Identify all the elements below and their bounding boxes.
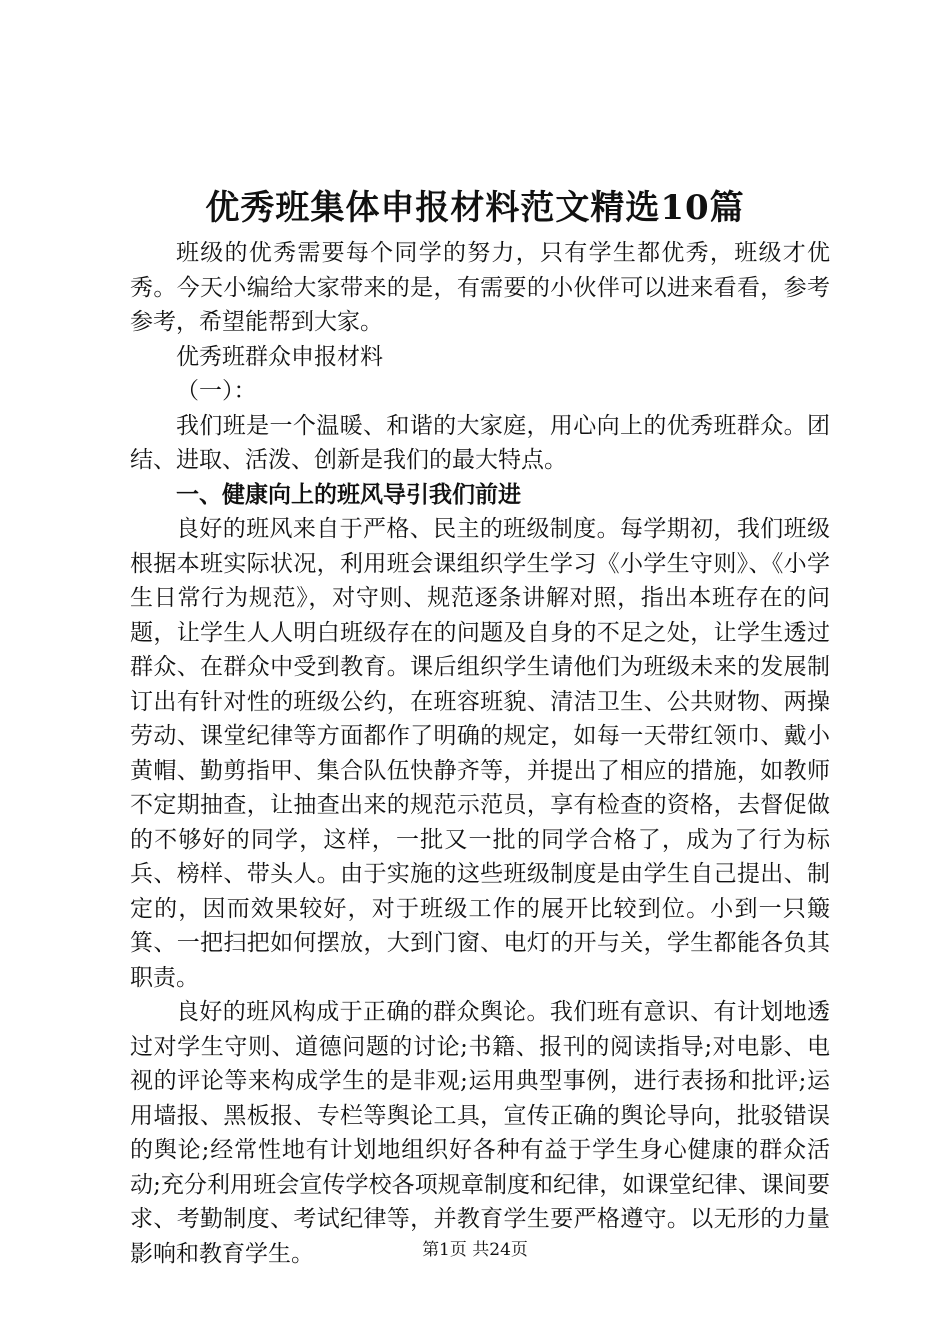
- section-number: （一）：: [176, 378, 257, 404]
- intro-paragraph: 班级的优秀需要每个同学的努力，只有学生都优秀，班级才优秀。今天小编给大家带来的是，有需要的小伙伴可以进来看看，参考参考，希望能帮到大家。: [130, 240, 830, 335]
- document-title: 优秀班集体申报材料范文精选10篇: [205, 188, 745, 228]
- section-heading-1: 一、健康向上的班风导引我们前进: [176, 481, 521, 508]
- paragraph-2: 良好的班风来自于严格、民主的班级制度。每学期初，我们班级根据本班实际状况，利用班会课组织学生学习《小学生守则》、《小学生日常行为规范》，对守则、规范逐条讲解对照，指出本班存在的问题，让学生人人明白班级存在的问题及自身的不足之处，让学生透过群众、在群众中受到教育。课后组织学生请他们为班级未来的发展制订出有针对性的班级公约，在班容班貌、清洁卫生、公共财物、两操劳动、课堂纪律等方面都作了明确的规定，如每一天带红领巾、戴小黄帽、勤剪指甲、集合队伍快静齐等，并提出了相应的措施，如教师不定期抽查，让抽查出来的规范示范员，享有检查的资格，去督促做的不够好的同学，这样，一批又一批的同学合格了，成为了行为标兵、榜样、带头人。由于实施的这些班级制度是由学生自己提出、制定的，因而效果较好，对于班级工作的展开比较到位。小到一只簸箕、一把扫把如何摆放，大到门窗、电灯的开与关，学生都能各负其职责。: [130, 516, 830, 991]
- paragraph-1: 我们班是一个温暖、和谐的大家庭，用心向上的优秀班群众。团结、进取、活泼、创新是我们的最大特点。: [130, 412, 830, 473]
- subtitle: 优秀班群众申报材料: [176, 343, 383, 370]
- page-footer: 第1页 共24页: [422, 1240, 528, 1260]
- paragraph-3: 良好的班风构成于正确的群众舆论。我们班有意识、有计划地透过对学生守则、道德问题的讨论;书籍、报刊的阅读指导;对电影、电视的评论等来构成学生的是非观;运用典型事例，进行表扬和批评;运用墙报、黑板报、专栏等舆论工具，宣传正确的舆论导向，批驳错误的舆论;经常性地有计划地组织好各种有益于学生身心健康的群众活动;充分利用班会宣传学校各项规章制度和纪律，如课堂纪律、课间要求、考勤制度、考试纪律等，并教育学生要严格遵守。以无形的力量影响和教育学生。: [130, 999, 830, 1267]
- document-body: [130, 236, 830, 1271]
